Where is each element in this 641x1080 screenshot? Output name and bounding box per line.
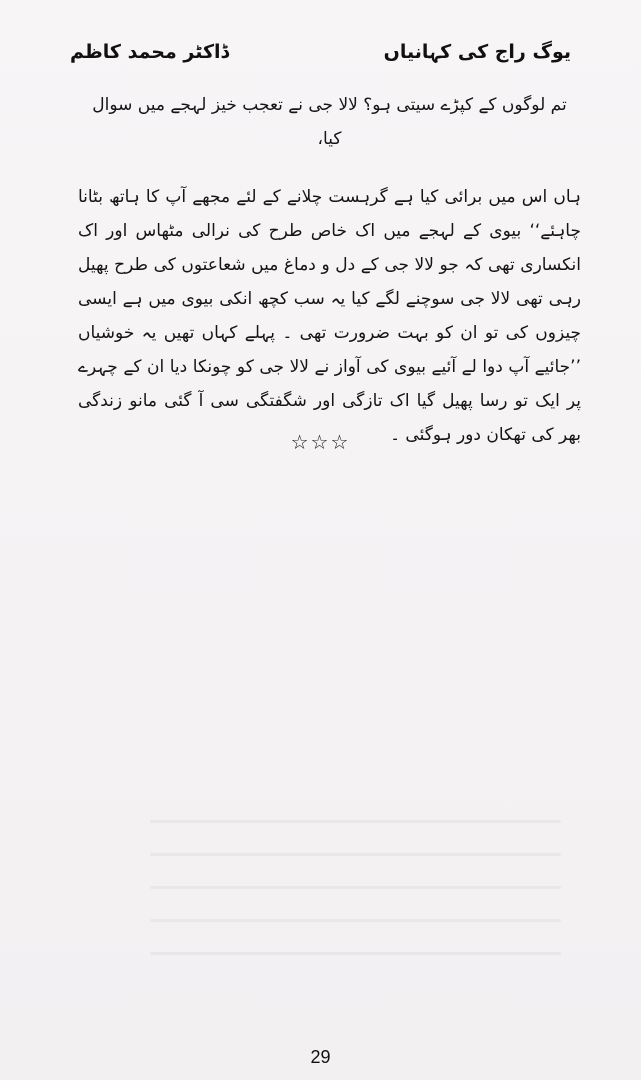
story-text [78, 88, 581, 452]
question-line: تم لوگوں کے کپڑے سیتی ہو؟ لالا جی نے تعجب خیز لہجے میں سوال کیا، [92, 95, 567, 149]
section-divider-stars: ☆☆☆ [290, 430, 351, 454]
main-paragraph: ہاں اس میں برائی کیا ہے گرہست چلانے کے لئے مجھے آپ کا ہاتھ بٹانا چاہئے‘‘ بیوی کے لہجے میں اک خاص طرح کی نرالی مٹھاس اور اک انکساری تھی کہ جو لالا جی کے دل و دماغ میں شعاعتوں کی طرح پھیل رہی تھی لالا جی سوچنے لگے کیا یہ سب کچھ انکی بیوی میں ہے ایسی چیزوں کی تو ان کو بہت ضرورت تھی ۔ پہلے کہاں تھیں یہ خوشیاں ’’جائیے آپ دوا لے آئیے بیوی کی آواز نے لالا جی کو چونکا دیا ان کے چہرے پر ایک تو رسا پھیل گیا اک تازگی اور شگفتگی سی آ گئی مانو زندگی بھر کی تھکان دور ہوگئی ۔ [78, 187, 581, 445]
page-header [70, 32, 571, 72]
author-name: ڈاکٹر محمد کاظم [70, 41, 229, 63]
page-bleed-through [150, 820, 561, 1000]
book-title: یوگ راج کی کہانیاں [383, 41, 571, 63]
page-number: 29 [310, 1047, 331, 1067]
